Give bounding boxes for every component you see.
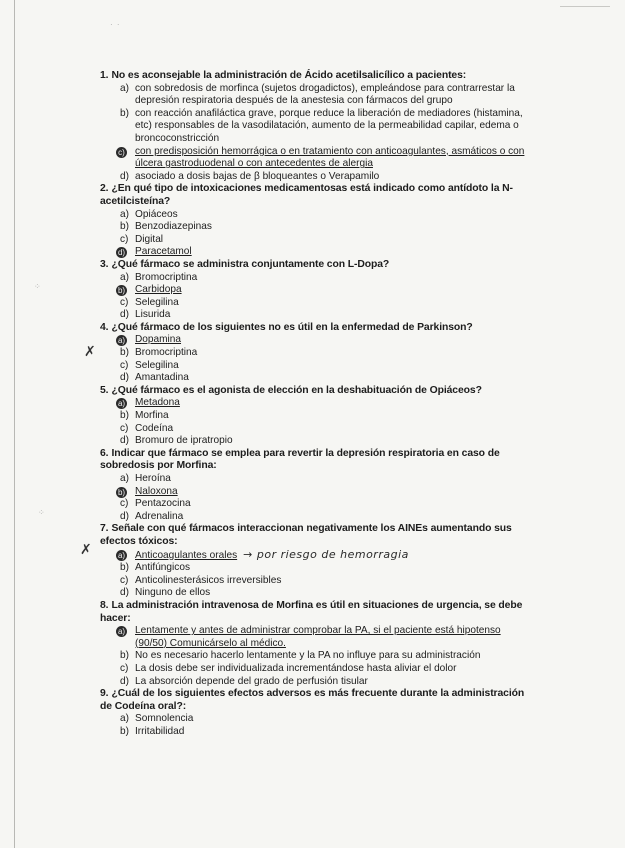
answer-text: Opiáceos bbox=[135, 208, 178, 220]
margin-check-mark: ✗ bbox=[80, 542, 92, 558]
answer-option bbox=[100, 650, 530, 663]
question-number: 2. bbox=[100, 183, 109, 195]
answer-option bbox=[100, 372, 530, 385]
answer-text: Bromocriptina bbox=[135, 347, 198, 359]
answer-text: Ninguno de ellos bbox=[135, 587, 211, 599]
question-6 bbox=[100, 448, 530, 524]
question-text bbox=[100, 259, 530, 272]
answer-option bbox=[100, 562, 530, 575]
answer-option bbox=[100, 423, 530, 436]
question-8 bbox=[100, 600, 530, 688]
answer-text: Metadona bbox=[135, 397, 180, 409]
question-1 bbox=[100, 70, 530, 183]
answer-option bbox=[100, 726, 530, 739]
answer-text: con sobredosis de morfinca (sujetos drogadictos), empleándose para contrarrestar la depresión respiratoria después de la anestesia con fármacos del grupo bbox=[135, 82, 515, 107]
question-number: 5. bbox=[100, 384, 109, 396]
margin-check-mark: ✗ bbox=[84, 344, 96, 360]
answer-text: asociado a dosis bajas de β bloqueantes o Verapamilo bbox=[135, 170, 380, 182]
answer-option bbox=[100, 83, 530, 108]
answer-options bbox=[100, 625, 530, 688]
handwritten-note: → por riesgo de hemorragia bbox=[243, 547, 409, 561]
answer-text: Lentamente y antes de administrar comprobar la PA, si el paciente está hipotenso (90/50) Comunicárselo al médico. bbox=[135, 625, 501, 649]
answer-letter: d) bbox=[120, 435, 129, 447]
question-9 bbox=[100, 688, 530, 738]
circled-answer-letter: a) bbox=[117, 399, 126, 409]
answer-text: Irritabilidad bbox=[135, 725, 185, 737]
question-2 bbox=[100, 183, 530, 259]
answer-option bbox=[100, 587, 530, 600]
answer-text: con predisposición hemorrágica o en tratamiento con anticoagulantes, asmáticos o con úlcera gastroduodenal o con antecedentes de alergia bbox=[135, 145, 525, 170]
answer-letter: a) bbox=[120, 271, 129, 283]
answer-option bbox=[100, 347, 530, 360]
question-number: 6. bbox=[100, 447, 109, 459]
answer-letter: c) bbox=[120, 498, 129, 510]
answer-option-selected bbox=[100, 284, 530, 297]
question-stem: Señale con qué fármacos interaccionan negativamente los AINEs aumentando sus efectos tóxicos: bbox=[100, 523, 512, 547]
question-text bbox=[100, 385, 530, 398]
answer-option-selected bbox=[100, 625, 530, 650]
answer-option-selected bbox=[100, 246, 530, 259]
answer-text: Digital bbox=[135, 233, 164, 245]
circled-answer-letter: b) bbox=[117, 487, 126, 497]
question-number: 1. bbox=[100, 70, 109, 81]
question-stem: ¿Cuál de los siguientes efectos adversos es más frecuente durante la administración de Codeína oral?: bbox=[100, 688, 525, 712]
answer-text: Antifúngicos bbox=[135, 562, 190, 574]
scan-speck: ⁘ bbox=[38, 508, 46, 517]
question-number: 8. bbox=[100, 599, 109, 611]
answer-letter: d) bbox=[120, 510, 129, 522]
answer-letter: d) bbox=[120, 675, 129, 687]
scan-speck: · · bbox=[110, 20, 121, 29]
question-stem: ¿Qué fármaco se administra conjuntamente con L-Dopa? bbox=[111, 258, 390, 270]
answer-letter: c) bbox=[120, 296, 129, 308]
answer-letter: a) bbox=[120, 713, 129, 725]
answer-text: Naloxona bbox=[135, 485, 178, 497]
circled-answer-letter: d) bbox=[117, 248, 126, 258]
answer-option-selected bbox=[100, 334, 530, 347]
answer-text: Selegilina bbox=[135, 359, 179, 371]
answer-options bbox=[100, 713, 530, 738]
answer-option-selected bbox=[100, 146, 530, 171]
question-text bbox=[100, 448, 530, 473]
question-stem: ¿En qué tipo de intoxicaciones medicamentosas está indicado como antídoto la N-acetilcisteína? bbox=[100, 183, 513, 207]
question-text bbox=[100, 688, 530, 713]
question-stem: ¿Qué fármaco de los siguientes no es útil en la enfermedad de Parkinson? bbox=[111, 321, 473, 333]
question-text bbox=[100, 600, 530, 625]
answer-text: Adrenalina bbox=[135, 510, 184, 522]
answer-text: No es necesario hacerlo lentamente y la PA no influye para su administración bbox=[135, 650, 481, 662]
question-5 bbox=[100, 385, 530, 448]
answer-option bbox=[100, 435, 530, 448]
answer-text: Lisurida bbox=[135, 309, 171, 321]
question-text bbox=[100, 183, 530, 208]
answer-option bbox=[100, 410, 530, 423]
answer-text: Dopamina bbox=[135, 334, 182, 346]
answer-text: Benzodiazepinas bbox=[135, 221, 212, 233]
circled-answer-letter: a) bbox=[117, 550, 126, 560]
answer-letter: d) bbox=[120, 309, 129, 321]
answer-option bbox=[100, 309, 530, 322]
exam-questions bbox=[100, 70, 530, 738]
question-number: 7. bbox=[100, 523, 109, 535]
answer-options bbox=[100, 549, 530, 600]
circled-answer-letter: a) bbox=[117, 627, 126, 637]
answer-options bbox=[100, 209, 530, 259]
answer-letter: c) bbox=[120, 574, 129, 586]
answer-letter: d) bbox=[120, 372, 129, 384]
answer-option bbox=[100, 360, 530, 373]
answer-letter: c) bbox=[120, 359, 129, 371]
answer-letter: a) bbox=[120, 473, 129, 484]
page-corner bbox=[560, 0, 610, 7]
answer-text: Selegilina bbox=[135, 296, 179, 308]
answer-option-selected bbox=[100, 397, 530, 410]
answer-option bbox=[100, 473, 530, 486]
answer-option bbox=[100, 297, 530, 310]
answer-option bbox=[100, 171, 530, 184]
answer-options bbox=[100, 83, 530, 184]
answer-letter: a) bbox=[120, 82, 129, 94]
page-edge bbox=[14, 0, 15, 848]
answer-letter: c) bbox=[120, 233, 129, 245]
answer-text: Pentazocina bbox=[135, 498, 191, 510]
question-number: 3. bbox=[100, 258, 109, 270]
answer-letter: c) bbox=[120, 422, 129, 434]
question-number: 9. bbox=[100, 688, 109, 700]
answer-text: Morfina bbox=[135, 410, 169, 422]
answer-letter: d) bbox=[120, 170, 129, 182]
answer-letter: b) bbox=[120, 347, 129, 359]
question-stem: Indicar que fármaco se emplea para revertir la depresión respiratoria en caso de sobredosis por Morfina: bbox=[100, 447, 500, 472]
question-stem: La administración intravenosa de Morfina es útil en situaciones de urgencia, se debe hacer: bbox=[100, 599, 523, 624]
answer-letter: b) bbox=[120, 650, 129, 662]
answer-option bbox=[100, 713, 530, 726]
answer-text: Anticoagulantes orales bbox=[135, 549, 238, 561]
answer-text: La absorción depende del grado de perfusión tisular bbox=[135, 675, 368, 687]
answer-option-selected bbox=[100, 486, 530, 499]
question-3 bbox=[100, 259, 530, 322]
answer-option bbox=[100, 498, 530, 511]
answer-letter: a) bbox=[120, 208, 129, 220]
answer-text: Bromocriptina bbox=[135, 271, 198, 283]
circled-answer-letter: b) bbox=[117, 286, 126, 296]
answer-text: Bromuro de ipratropio bbox=[135, 435, 233, 447]
question-text bbox=[100, 523, 530, 548]
answer-option bbox=[100, 108, 530, 146]
scan-speck: ⁘ bbox=[34, 282, 42, 291]
answer-options bbox=[100, 397, 530, 447]
question-number: 4. bbox=[100, 321, 109, 333]
question-stem: ¿Qué fármaco es el agonista de elección en la deshabituación de Opiáceos? bbox=[111, 384, 482, 396]
answer-text: La dosis debe ser individualizada incrementándose hasta aliviar el dolor bbox=[135, 662, 457, 674]
question-text bbox=[100, 322, 530, 335]
answer-letter: b) bbox=[120, 221, 129, 233]
answer-options bbox=[100, 272, 530, 322]
answer-letter: b) bbox=[120, 107, 129, 119]
answer-letter: d) bbox=[120, 587, 129, 599]
answer-letter: c) bbox=[120, 662, 129, 674]
answer-text: Heroína bbox=[135, 473, 171, 484]
answer-option bbox=[100, 676, 530, 689]
answer-text: Amantadina bbox=[135, 372, 189, 384]
answer-letter: b) bbox=[120, 562, 129, 574]
answer-text: Carbidopa bbox=[135, 284, 182, 296]
answer-option bbox=[100, 221, 530, 234]
answer-options bbox=[100, 334, 530, 384]
circled-answer-letter: a) bbox=[117, 336, 126, 346]
answer-text: Codeína bbox=[135, 422, 174, 434]
answer-option bbox=[100, 234, 530, 247]
answer-option bbox=[100, 575, 530, 588]
answer-text: Paracetamol bbox=[135, 246, 192, 258]
question-text bbox=[100, 70, 530, 83]
answer-text: con reacción anafiláctica grave, porque reduce la liberación de mediadores (histamina, etc) responsables de la vasodilatación, aumento de la permeabilidad capilar, edema o broncoconstricción bbox=[135, 107, 523, 144]
answer-options bbox=[100, 473, 530, 523]
answer-option-selected bbox=[100, 549, 530, 563]
answer-option bbox=[100, 511, 530, 524]
question-7 bbox=[100, 523, 530, 600]
answer-text: Somnolencia bbox=[135, 713, 194, 725]
answer-option bbox=[100, 663, 530, 676]
answer-letter: b) bbox=[120, 410, 129, 422]
answer-text: Anticolinesterásicos irreversibles bbox=[135, 574, 282, 586]
answer-option bbox=[100, 272, 530, 285]
circled-answer-letter: c) bbox=[116, 147, 127, 158]
answer-letter: b) bbox=[120, 725, 129, 737]
question-stem: No es aconsejable la administración de Ácido acetilsalicílico a pacientes: bbox=[111, 70, 467, 81]
question-4 bbox=[100, 322, 530, 385]
answer-option bbox=[100, 209, 530, 222]
